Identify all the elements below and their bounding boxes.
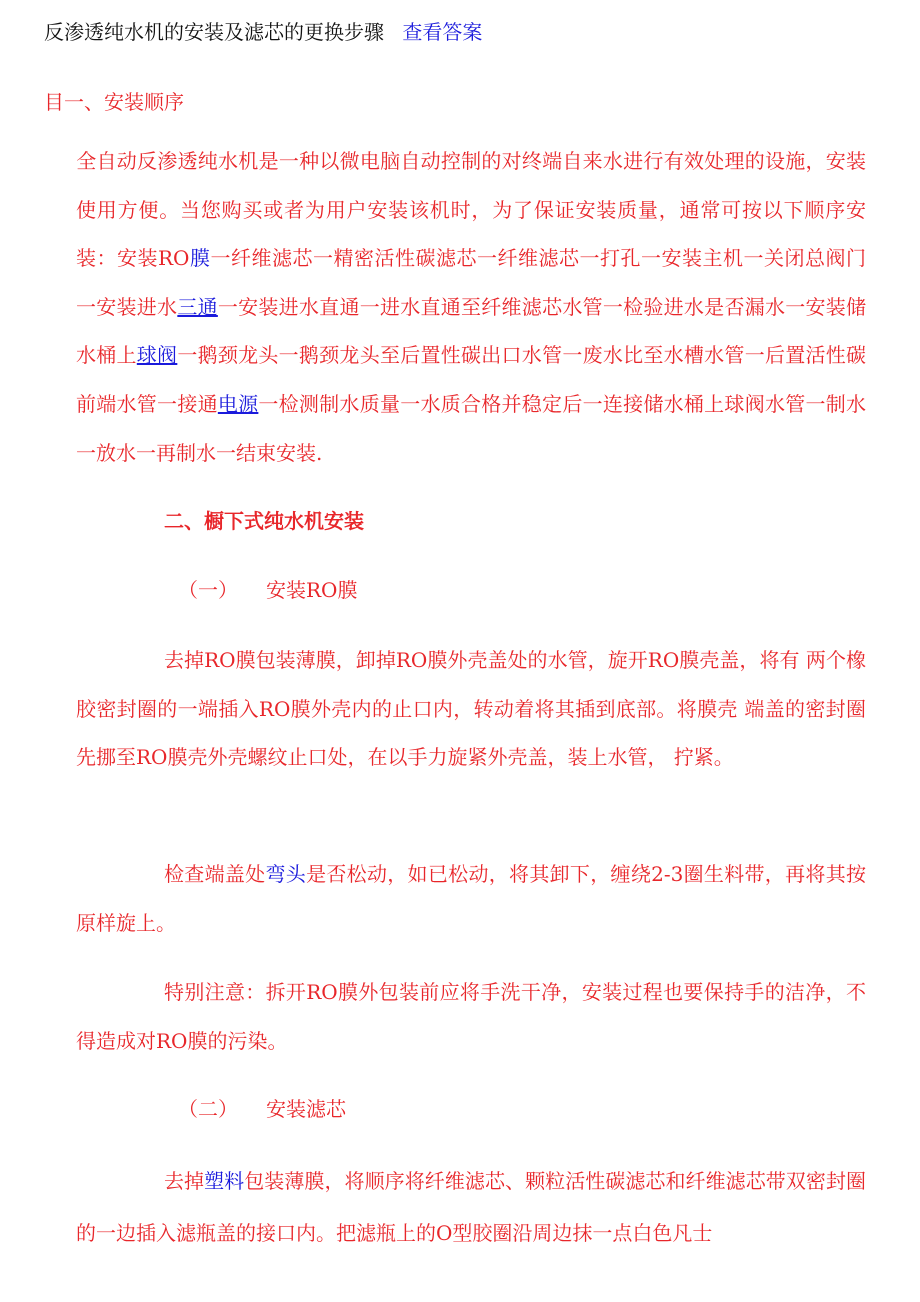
special-note-paragraph: 特别注意：拆开RO膜外包装前应将手洗干净，安装过程也要保持手的洁净，不得造成对RO膜的污染。 xyxy=(76,980,866,1053)
filter-text-2: 包装薄膜，将顺序将纤维滤芯、颗粒活性碳滤芯和纤维滤芯带双密封圈的一边插入滤瓶盖的接口内。把滤瓶上的O型胶圈沿周边抹一点白色凡士 xyxy=(76,1169,867,1245)
filter-word-plastic: 塑料 xyxy=(204,1169,245,1193)
check-text-2: 是否松动，如已松动，将其卸下，缠绕2-3圈生料带，再将其按原样旋上。 xyxy=(76,862,866,935)
elbow-check-paragraph xyxy=(76,850,866,947)
intro-word-membrane: 膜 xyxy=(189,246,211,271)
subsection-title: 安装滤芯 xyxy=(266,1097,346,1121)
intro-text-4: 一鹅颈龙头一鹅颈龙头至后置性碳出口水管一废水比至水槽水管一后置活性碳前端水管一接通 xyxy=(76,343,867,416)
power-supply-link[interactable]: 电源 xyxy=(217,391,259,416)
toc-item-install-order: 目一、安装顺序 xyxy=(44,90,184,114)
document-header xyxy=(44,18,482,46)
filter-text-1: 去掉 xyxy=(164,1169,205,1193)
ro-install-paragraph: 去掉RO膜包装薄膜，卸掉RO膜外壳盖处的水管，旋开RO膜壳盖，将有 两个橡胶密封圈的一端插入RO膜外壳内的止口内，转动着将其插到底部。将膜壳 端盖的密封圈先挪至RO膜壳外壳螺纹止口处，在以手力旋紧外壳盖，装上水管， 拧紧。 xyxy=(76,648,866,770)
intro-text-3: 一安装进水直通一进水直通至纤维滤芯水管一检验进水是否漏水一安装储水桶上 xyxy=(76,294,867,368)
intro-paragraph xyxy=(76,137,866,477)
ball-valve-link[interactable]: 球阀 xyxy=(136,343,178,368)
view-answer-link[interactable]: 查看答案 xyxy=(402,20,483,44)
subsection-number: （一） xyxy=(178,578,238,602)
section-heading-undersink: 二、橱下式纯水机安装 xyxy=(164,509,364,533)
subsection-title: 安装RO膜 xyxy=(266,578,358,602)
three-way-link[interactable]: 三通 xyxy=(177,294,218,319)
subsection-number: （二） xyxy=(178,1097,238,1121)
subsection-heading-filter xyxy=(178,1094,346,1124)
intro-text-2: 一纤维滤芯一精密活性碳滤芯一纤维滤芯一打孔一安装主机一关闭总阀门一安装进水 xyxy=(76,246,867,319)
document-title: 反渗透纯水机的安装及滤芯的更换步骤 xyxy=(44,20,384,44)
filter-install-paragraph xyxy=(76,1155,866,1259)
intro-text-5: 一检测制水质量一水质合格并稳定后一连接储水桶上球阀水管一制水一放水一再制水一结束安装. xyxy=(76,391,867,465)
subsection-heading-ro xyxy=(178,575,357,605)
check-word-elbow: 弯头 xyxy=(265,862,307,886)
intro-text-1: 全自动反渗透纯水机是一种以微电脑自动控制的对终端自来水进行有效处理的设施，安装使用方便。当您购买或者为用户安装该机时，为了保证安装质量，通常可按以下顺序安装：安装RO xyxy=(76,149,866,271)
check-text-1: 检查端盖处 xyxy=(164,862,266,886)
